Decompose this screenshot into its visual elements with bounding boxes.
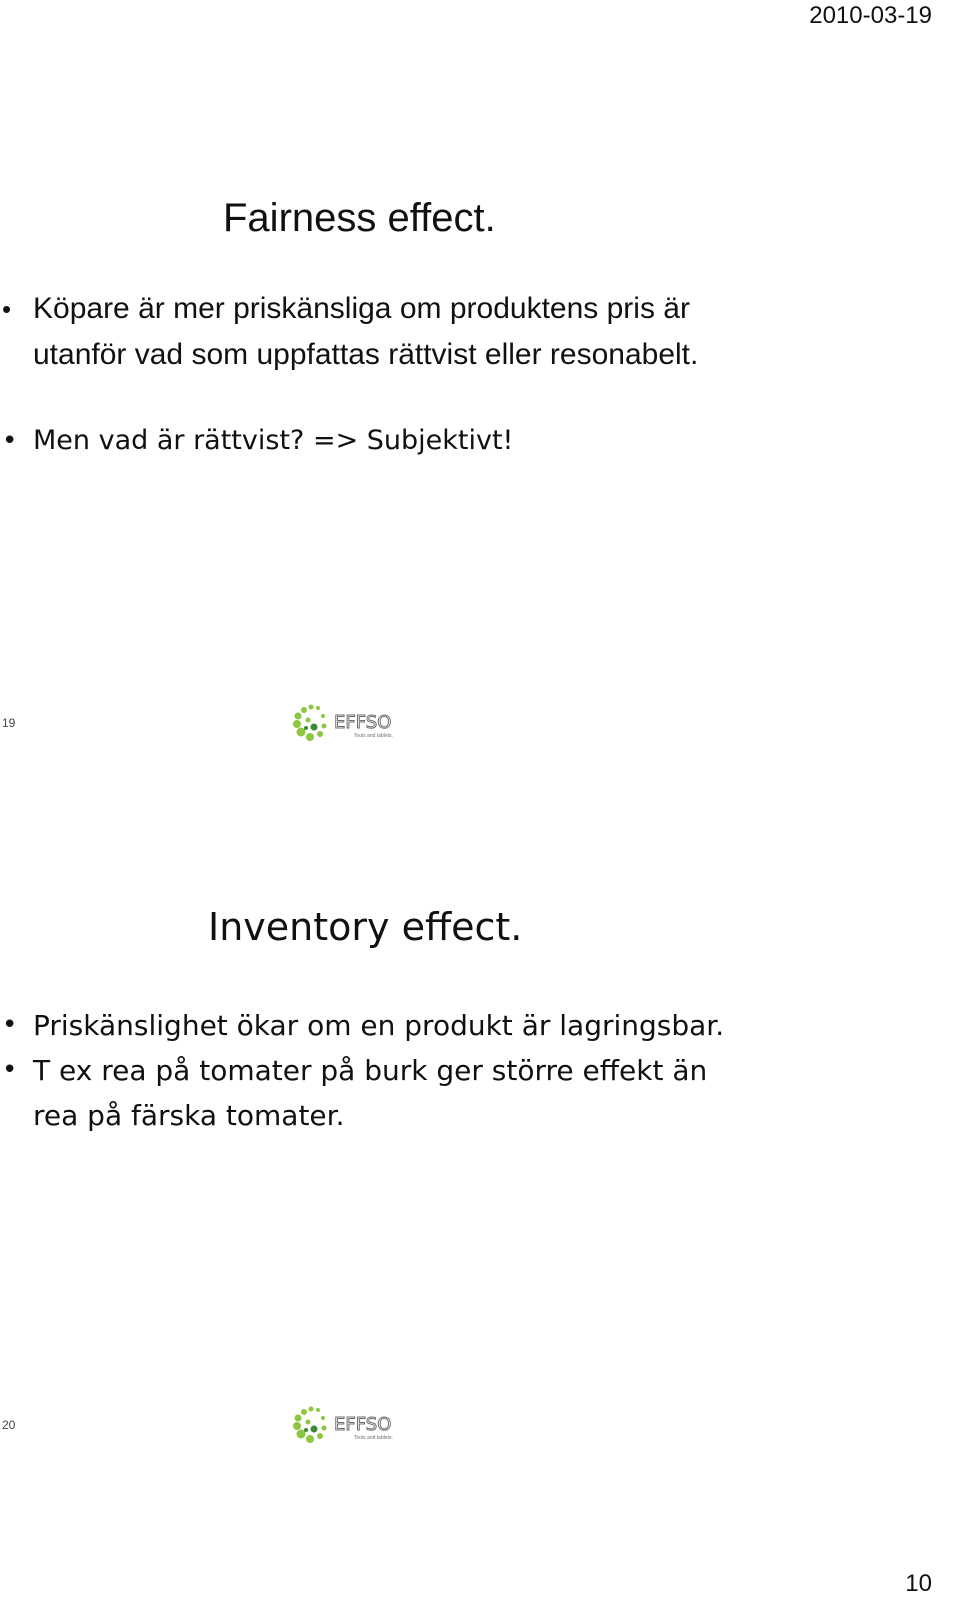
bullet-list (0, 1003, 760, 1138)
bullet-list (0, 286, 760, 464)
bullet-item: • Men vad är rättvist? => Subjektivt! (0, 418, 760, 464)
bullet-item: • Köpare är mer priskänsliga om produktens pris är utanför vad som uppfattas rättvist eller resonabelt. (0, 286, 760, 378)
logo-wordmark: EFFSO (334, 1414, 392, 1435)
slide-number: 20 (2, 1418, 16, 1432)
effso-logo (290, 1402, 420, 1450)
slide-number: 19 (2, 716, 16, 730)
logo-wordmark: EFFSO (334, 712, 392, 733)
bullet-item: • T ex rea på tomater på burk ger större effekt än rea på färska tomater. (0, 1048, 760, 1138)
slide-title: Inventory effect. (208, 905, 523, 949)
effso-logo (290, 700, 420, 748)
logo-tagline: Tools and tablets. (354, 733, 393, 739)
page-number: 10 (905, 1570, 932, 1597)
document-date: 2010-03-19 (809, 2, 932, 29)
bullet-item: • Priskänslighet ökar om en produkt är lagringsbar. (0, 1003, 760, 1048)
slide-title: Fairness effect. (223, 196, 496, 240)
logo-tagline: Tools and tablets. (354, 1435, 393, 1441)
